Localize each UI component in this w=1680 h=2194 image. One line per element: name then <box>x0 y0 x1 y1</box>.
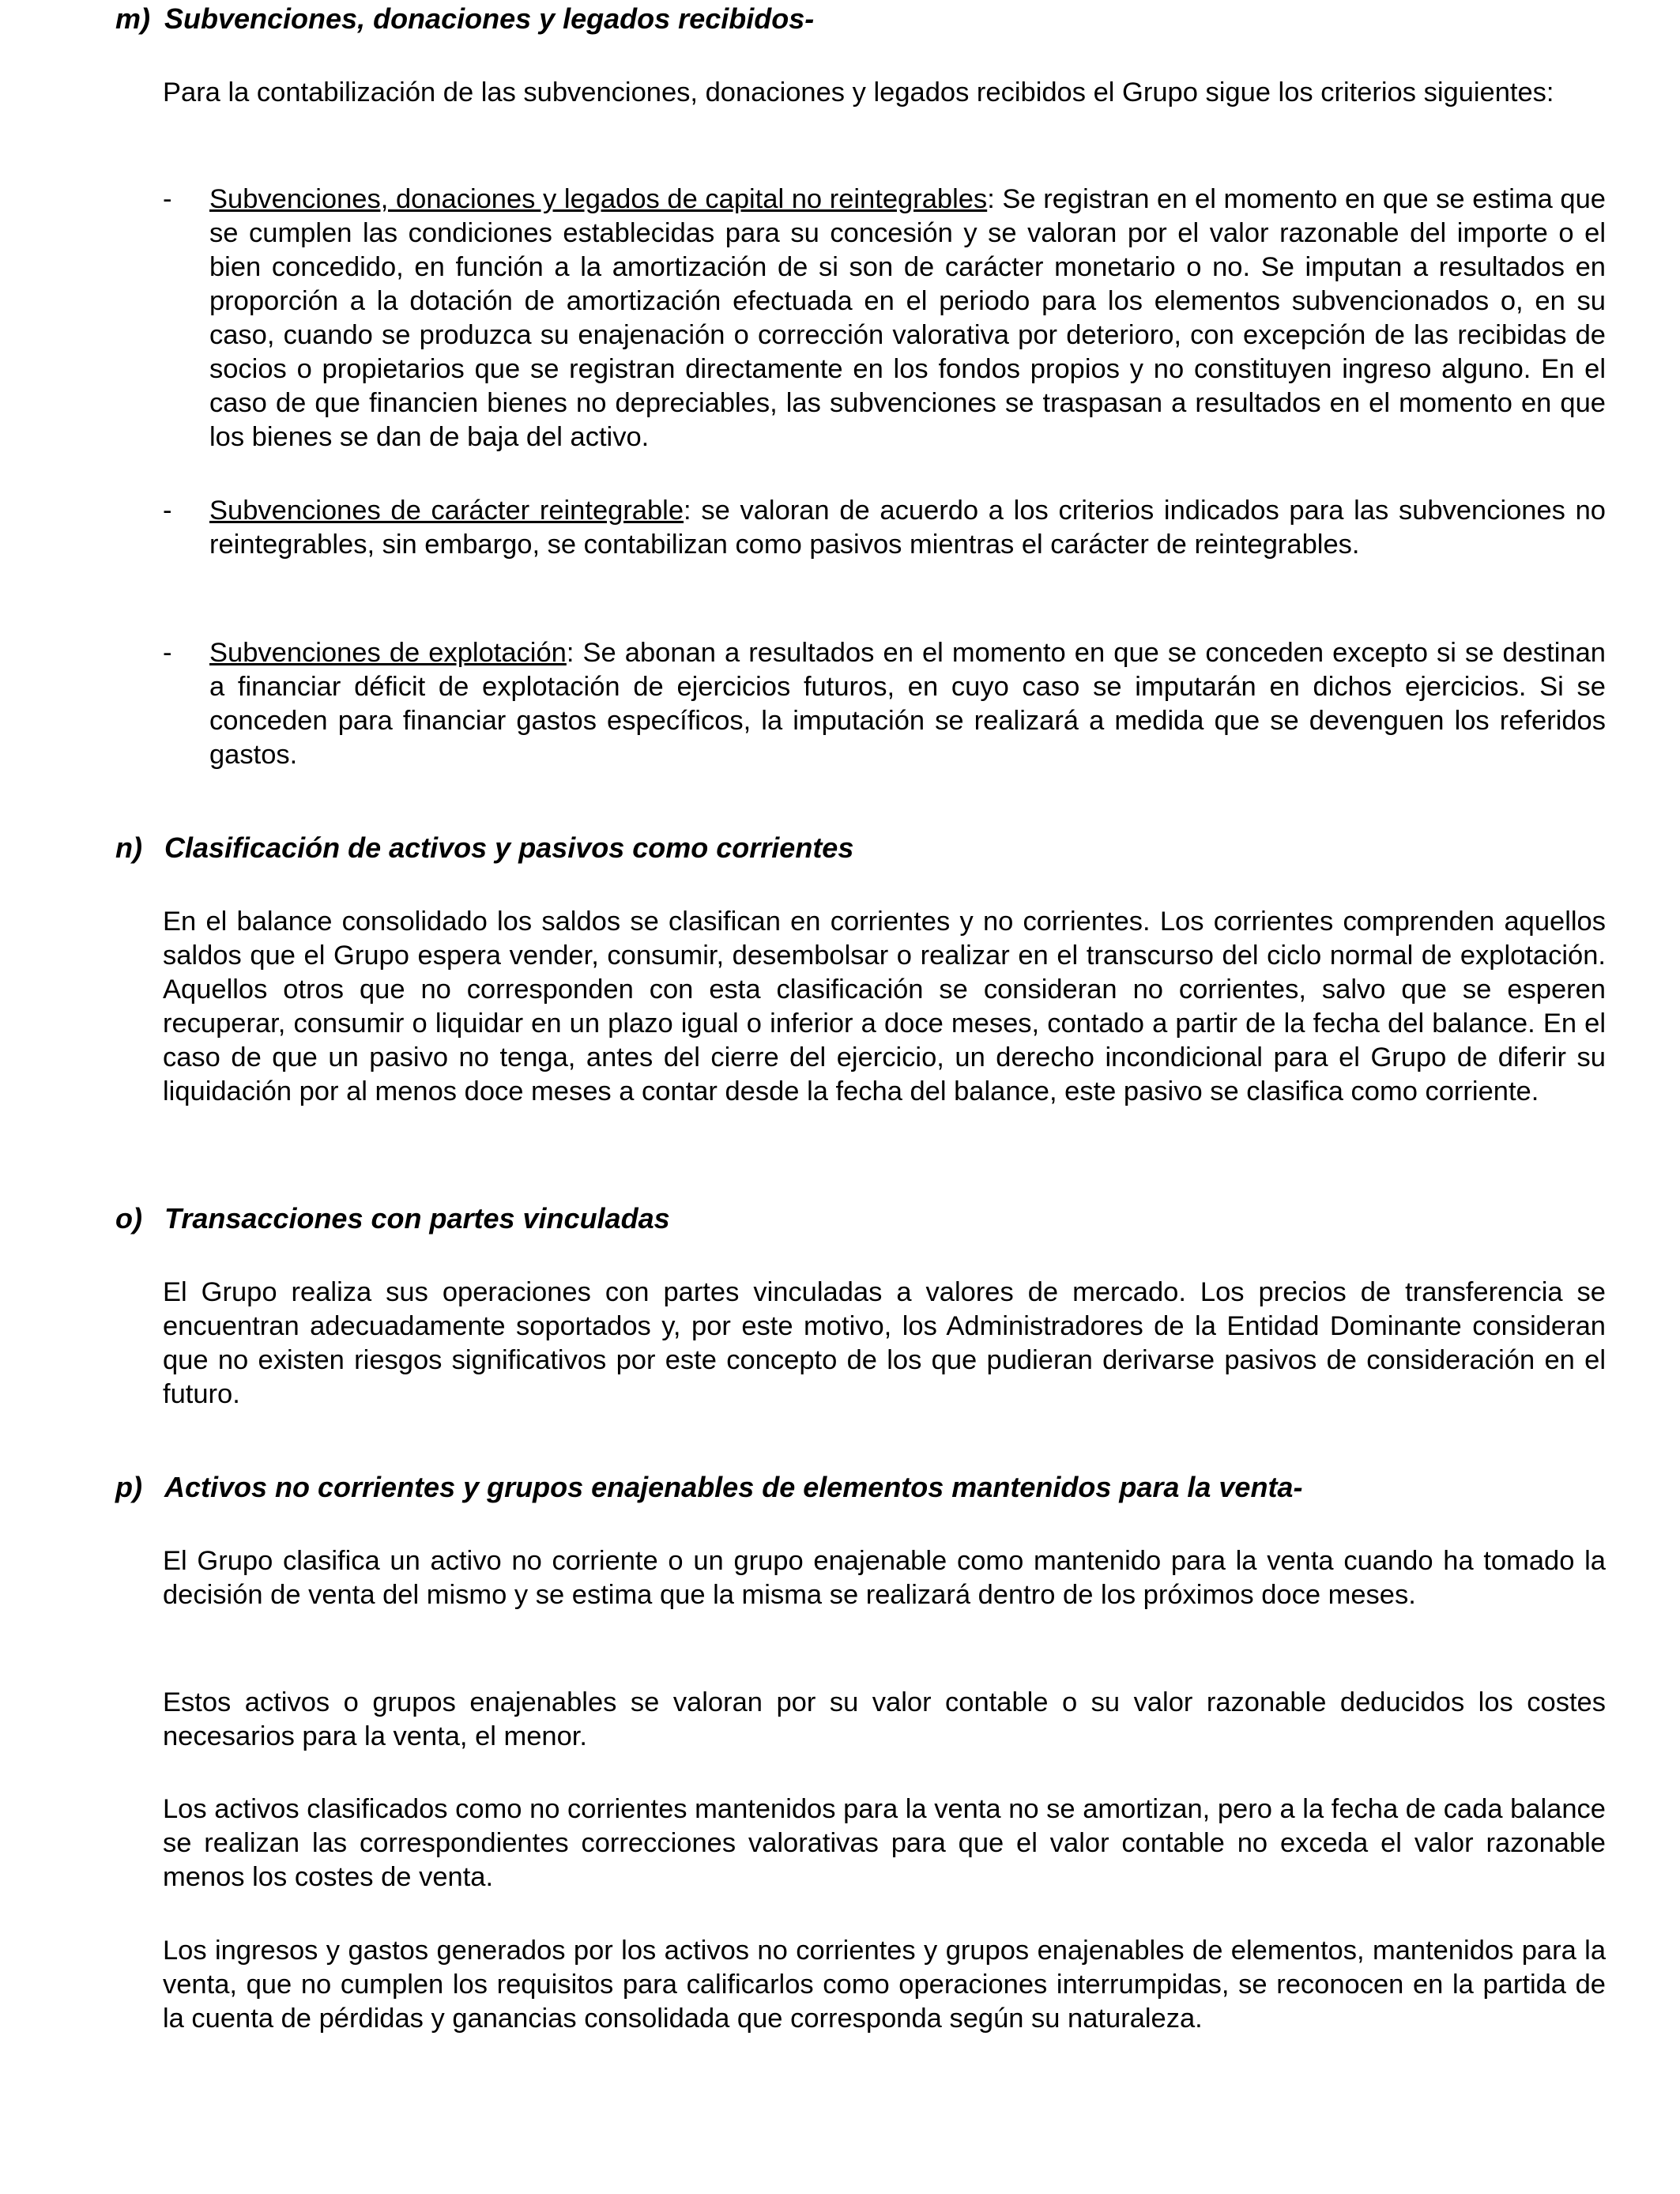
section-m-title: Subvenciones, donaciones y legados recibidos- <box>164 2 815 35</box>
bullet-term: Subvenciones de explotación <box>209 638 567 668</box>
section-m-intro: Para la contabilización de las subvenciones, donaciones y legados recibidos el Grupo sigue los criterios siguientes: <box>163 77 1554 107</box>
bullet-dash: - <box>163 638 172 668</box>
bullet-text <box>209 183 1606 454</box>
bullet-term: Subvenciones, donaciones y legados de capital no reintegrables <box>209 184 988 214</box>
section-m-letter: m) <box>115 2 150 35</box>
section-p-paragraph-2: Estos activos o grupos enajenables se valoran por su valor contable o su valor razonable deducidos los costes necesarios para la venta, el menor. <box>163 1687 1606 1751</box>
bullet-dash: - <box>163 496 172 526</box>
section-p-letter: p) <box>115 1471 142 1503</box>
bullet-term: Subvenciones de carácter reintegrable <box>209 496 684 526</box>
bullet-body: : Se abonan a resultados en el momento en que se conceden excepto si se destinan a financiar déficit de explotación de ejercicios futuros, en cuyo caso se imputarán en dichos ejercicios. Si se conceden para financiar gastos específicos, la imputación se realizará a medida que se devenguen los referidos gastos. <box>209 638 1606 770</box>
section-n-heading <box>115 831 853 865</box>
section-o-paragraph-1: El Grupo realiza sus operaciones con partes vinculadas a valores de mercado. Los precios de transferencia se encuentran adecuadamente soportados y, por este motivo, los Administradores de la Entidad Dominante consideran que no existen riesgos significativos por este concepto de los que pudieran derivarse pasivos de consideración en el futuro. <box>163 1277 1606 1409</box>
section-p-paragraph-4: Los ingresos y gastos generados por los activos no corrientes y grupos enajenables de elementos, mantenidos para la venta, que no cumplen los requisitos para calificarlos como operaciones interrumpidas, se reconocen en la partida de la cuenta de pérdidas y ganancias consolidada que corresponda según su naturaleza. <box>163 1936 1606 2034</box>
section-n-paragraph-1: En el balance consolidado los saldos se clasifican en corrientes y no corrientes. Los corrientes comprenden aquellos saldos que el Grupo espera vender, consumir, desembolsar o realizar en el transcurso del ciclo normal de explotación. Aquellos otros que no corresponden con esta clasificación se consideran no corrientes, salvo que se esperen recuperar, consumir o liquidar en un plazo igual o inferior a doce meses, contado a partir de la fecha del balance. En el caso de que un pasivo no tenga, antes del cierre del ejercicio, un derecho incondicional para el Grupo de diferir su liquidación por al menos doce meses a contar desde la fecha del balance, este pasivo se clasifica como corriente. <box>163 907 1606 1106</box>
bullet-body: : se valoran de acuerdo a los criterios indicados para las subvenciones no reintegrables, sin embargo, se contabilizan como pasivos mientras el carácter de reintegrables. <box>209 496 1606 560</box>
section-o-title: Transacciones con partes vinculadas <box>164 1202 670 1235</box>
section-p-heading <box>115 1470 1302 1505</box>
bullet-text <box>209 636 1606 772</box>
section-o-letter: o) <box>115 1202 142 1235</box>
section-m-heading <box>115 2 814 36</box>
section-p-title: Activos no corrientes y grupos enajenables de elementos mantenidos para la venta- <box>164 1471 1303 1503</box>
section-n-title: Clasificación de activos y pasivos como corrientes <box>164 831 854 864</box>
bullet-body: : Se registran en el momento en que se estima que se cumplen las condiciones establecidas para su concesión y se valoran por el valor razonable del importe o el bien concedido, en función a la amortización de si son de carácter monetario o no. Se imputan a resultados en proporción a la dotación de amortización efectuada en el periodo para los elementos subvencionados o, en su caso, cuando se produzca su enajenación o corrección valorativa por deterioro, con excepción de las recibidas de socios o propietarios que se registran directamente en los fondos propios y no constituyen ingreso alguno. En el caso de que financien bienes no depreciables, las subvenciones se traspasan a resultados en el momento en que los bienes se dan de baja del activo. <box>209 184 1606 452</box>
section-p-paragraph-1: El Grupo clasifica un activo no corriente o un grupo enajenable como mantenido para la venta cuando ha tomado la decisión de venta del mismo y se estima que la misma se realizará dentro de los próximos doce meses. <box>163 1546 1606 1610</box>
bullet-dash: - <box>163 184 172 214</box>
bullet-text <box>209 494 1606 562</box>
section-o-heading <box>115 1201 670 1236</box>
section-p-paragraph-3: Los activos clasificados como no corrientes mantenidos para la venta no se amortizan, pero a la fecha de cada balance se realizan las correspondientes correcciones valorativas para que el valor contable no exceda el valor razonable menos los costes de venta. <box>163 1794 1606 1892</box>
section-n-letter: n) <box>115 831 142 864</box>
